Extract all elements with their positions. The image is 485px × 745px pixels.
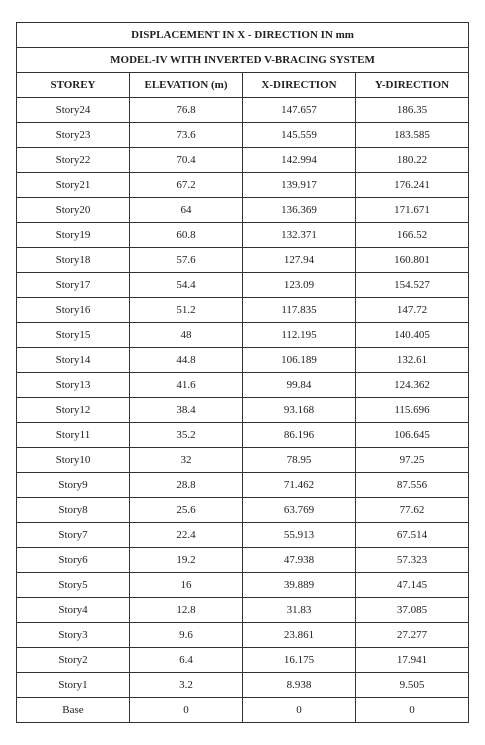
- x-direction-cell: 31.83: [243, 598, 356, 623]
- storey-cell: Story1: [17, 673, 130, 698]
- y-direction-cell: 9.505: [356, 673, 469, 698]
- storey-cell: Story7: [17, 523, 130, 548]
- x-direction-cell: 47.938: [243, 548, 356, 573]
- elevation-cell: 16: [130, 573, 243, 598]
- table-row: [17, 398, 469, 423]
- y-direction-cell: 132.61: [356, 348, 469, 373]
- column-header-x-direction: X-DIRECTION: [243, 73, 356, 98]
- table-row: [17, 548, 469, 573]
- table-title: DISPLACEMENT IN X - DIRECTION IN mm: [17, 23, 469, 48]
- storey-cell: Story5: [17, 573, 130, 598]
- x-direction-cell: 71.462: [243, 473, 356, 498]
- elevation-cell: 44.8: [130, 348, 243, 373]
- x-direction-cell: 147.657: [243, 98, 356, 123]
- elevation-cell: 25.6: [130, 498, 243, 523]
- x-direction-cell: 99.84: [243, 373, 356, 398]
- elevation-cell: 22.4: [130, 523, 243, 548]
- y-direction-cell: 57.323: [356, 548, 469, 573]
- column-header-elevation: ELEVATION (m): [130, 73, 243, 98]
- storey-cell: Story8: [17, 498, 130, 523]
- y-direction-cell: 77.62: [356, 498, 469, 523]
- x-direction-cell: 136.369: [243, 198, 356, 223]
- table-row: [17, 373, 469, 398]
- table-row: [17, 348, 469, 373]
- storey-cell: Story4: [17, 598, 130, 623]
- table-row: [17, 598, 469, 623]
- x-direction-cell: 16.175: [243, 648, 356, 673]
- storey-cell: Story19: [17, 223, 130, 248]
- storey-cell: Story21: [17, 173, 130, 198]
- storey-cell: Story14: [17, 348, 130, 373]
- elevation-cell: 76.8: [130, 98, 243, 123]
- elevation-cell: 60.8: [130, 223, 243, 248]
- x-direction-cell: 123.09: [243, 273, 356, 298]
- elevation-cell: 19.2: [130, 548, 243, 573]
- table-row: [17, 523, 469, 548]
- elevation-cell: 6.4: [130, 648, 243, 673]
- elevation-cell: 28.8: [130, 473, 243, 498]
- y-direction-cell: 106.645: [356, 423, 469, 448]
- x-direction-cell: 55.913: [243, 523, 356, 548]
- table-row: [17, 448, 469, 473]
- elevation-cell: 0: [130, 698, 243, 723]
- y-direction-cell: 186.35: [356, 98, 469, 123]
- y-direction-cell: 147.72: [356, 298, 469, 323]
- table-row: [17, 648, 469, 673]
- table-row: [17, 298, 469, 323]
- storey-cell: Base: [17, 698, 130, 723]
- x-direction-cell: 93.168: [243, 398, 356, 423]
- elevation-cell: 38.4: [130, 398, 243, 423]
- elevation-cell: 67.2: [130, 173, 243, 198]
- elevation-cell: 3.2: [130, 673, 243, 698]
- x-direction-cell: 86.196: [243, 423, 356, 448]
- storey-cell: Story23: [17, 123, 130, 148]
- y-direction-cell: 180.22: [356, 148, 469, 173]
- y-direction-cell: 183.585: [356, 123, 469, 148]
- y-direction-cell: 176.241: [356, 173, 469, 198]
- y-direction-cell: 37.085: [356, 598, 469, 623]
- x-direction-cell: 112.195: [243, 323, 356, 348]
- table-row: [17, 698, 469, 723]
- storey-cell: Story20: [17, 198, 130, 223]
- table-row: [17, 98, 469, 123]
- y-direction-cell: 160.801: [356, 248, 469, 273]
- table-row: [17, 123, 469, 148]
- elevation-cell: 64: [130, 198, 243, 223]
- storey-cell: Story24: [17, 98, 130, 123]
- y-direction-cell: 87.556: [356, 473, 469, 498]
- table-row: [17, 623, 469, 648]
- storey-cell: Story3: [17, 623, 130, 648]
- y-direction-cell: 67.514: [356, 523, 469, 548]
- storey-cell: Story11: [17, 423, 130, 448]
- elevation-cell: 73.6: [130, 123, 243, 148]
- elevation-cell: 35.2: [130, 423, 243, 448]
- elevation-cell: 57.6: [130, 248, 243, 273]
- x-direction-cell: 106.189: [243, 348, 356, 373]
- table-row: [17, 173, 469, 198]
- x-direction-cell: 23.861: [243, 623, 356, 648]
- column-header-storey: STOREY: [17, 73, 130, 98]
- x-direction-cell: 8.938: [243, 673, 356, 698]
- y-direction-cell: 115.696: [356, 398, 469, 423]
- storey-cell: Story6: [17, 548, 130, 573]
- table-row: [17, 323, 469, 348]
- table-row: [17, 273, 469, 298]
- storey-cell: Story17: [17, 273, 130, 298]
- storey-cell: Story9: [17, 473, 130, 498]
- table-row: [17, 198, 469, 223]
- y-direction-cell: 154.527: [356, 273, 469, 298]
- y-direction-cell: 140.405: [356, 323, 469, 348]
- table-row: [17, 423, 469, 448]
- table-row: [17, 673, 469, 698]
- table-subtitle: MODEL-IV WITH INVERTED V-BRACING SYSTEM: [17, 48, 469, 73]
- elevation-cell: 70.4: [130, 148, 243, 173]
- x-direction-cell: 39.889: [243, 573, 356, 598]
- storey-cell: Story10: [17, 448, 130, 473]
- storey-cell: Story18: [17, 248, 130, 273]
- storey-cell: Story2: [17, 648, 130, 673]
- x-direction-cell: 63.769: [243, 498, 356, 523]
- x-direction-cell: 145.559: [243, 123, 356, 148]
- elevation-cell: 51.2: [130, 298, 243, 323]
- table-row: [17, 148, 469, 173]
- table-row: [17, 248, 469, 273]
- storey-cell: Story22: [17, 148, 130, 173]
- storey-cell: Story13: [17, 373, 130, 398]
- elevation-cell: 32: [130, 448, 243, 473]
- y-direction-cell: 47.145: [356, 573, 469, 598]
- y-direction-cell: 27.277: [356, 623, 469, 648]
- y-direction-cell: 171.671: [356, 198, 469, 223]
- table-row: [17, 498, 469, 523]
- column-header-y-direction: Y-DIRECTION: [356, 73, 469, 98]
- x-direction-cell: 132.371: [243, 223, 356, 248]
- y-direction-cell: 124.362: [356, 373, 469, 398]
- table-row: [17, 473, 469, 498]
- elevation-cell: 48: [130, 323, 243, 348]
- x-direction-cell: 127.94: [243, 248, 356, 273]
- y-direction-cell: 166.52: [356, 223, 469, 248]
- x-direction-cell: 139.917: [243, 173, 356, 198]
- storey-cell: Story12: [17, 398, 130, 423]
- storey-cell: Story15: [17, 323, 130, 348]
- y-direction-cell: 17.941: [356, 648, 469, 673]
- elevation-cell: 12.8: [130, 598, 243, 623]
- x-direction-cell: 142.994: [243, 148, 356, 173]
- x-direction-cell: 78.95: [243, 448, 356, 473]
- table-row: [17, 573, 469, 598]
- storey-cell: Story16: [17, 298, 130, 323]
- elevation-cell: 54.4: [130, 273, 243, 298]
- y-direction-cell: 97.25: [356, 448, 469, 473]
- table-row: [17, 223, 469, 248]
- elevation-cell: 41.6: [130, 373, 243, 398]
- x-direction-cell: 117.835: [243, 298, 356, 323]
- elevation-cell: 9.6: [130, 623, 243, 648]
- x-direction-cell: 0: [243, 698, 356, 723]
- table-body: [17, 98, 469, 723]
- displacement-table: [16, 22, 469, 723]
- y-direction-cell: 0: [356, 698, 469, 723]
